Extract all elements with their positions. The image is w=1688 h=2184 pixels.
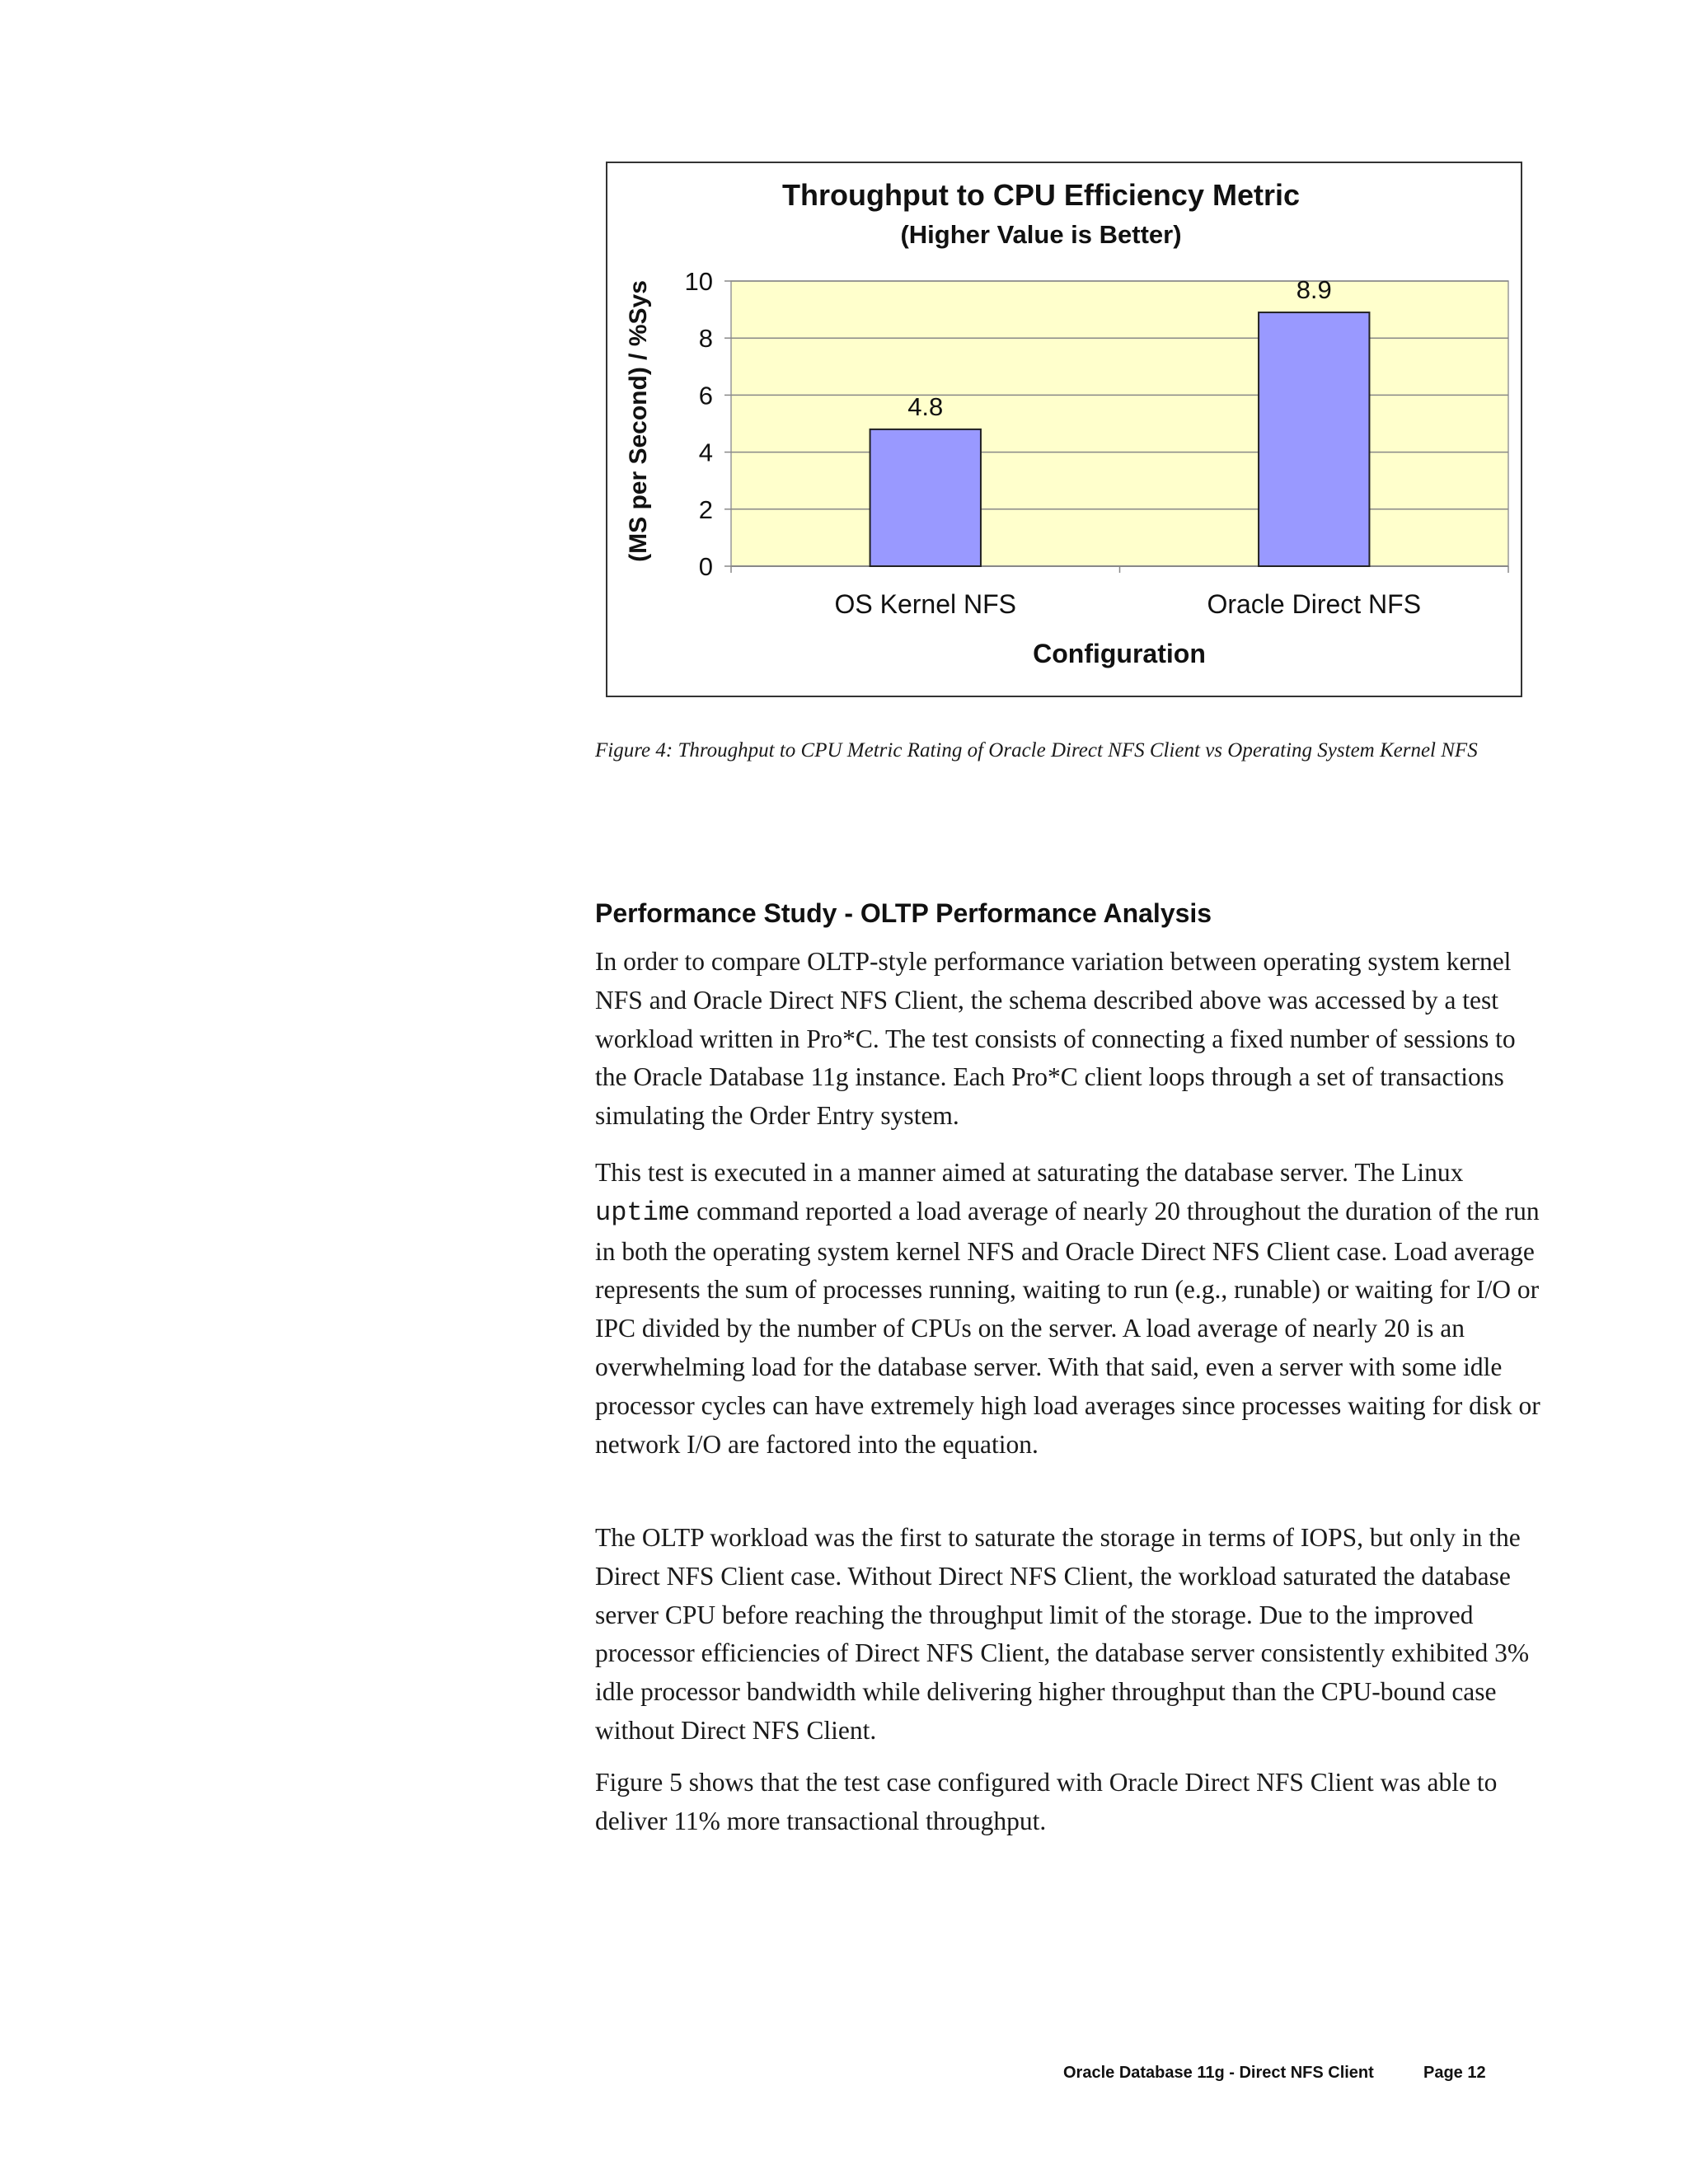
footer-page-number: Page 12 <box>1423 2064 1486 2082</box>
y-axis-label: (MS per Second) / %Sys <box>625 280 652 562</box>
uptime-command: uptime <box>595 1197 691 1228</box>
y-tick-label: 0 <box>698 552 713 581</box>
y-tick-label: 8 <box>698 324 713 354</box>
footer-doc-title: Oracle Database 11g - Direct NFS Client <box>1063 2064 1374 2082</box>
section-heading: Performance Study - OLTP Performance Analysis <box>595 898 1212 928</box>
x-category-label: OS Kernel NFS <box>834 589 1017 619</box>
plot-background <box>731 281 1508 566</box>
y-tick-label: 6 <box>698 381 713 410</box>
paragraph-text: command reported a load average of nearly 20 throughout the duration of the run in both the operating system kernel NFS and Oracle Direct NFS Client case. Load average represents the sum of processes running, waiting to run (e.g., runable) or waiting for I/O or IPC divided by the number of CPUs on the server. A load average of nearly 20 is an overwhelming load for the database server. With that said, even a server with some idle processor cycles can have extremely high load averages since processes waiting for disk or network I/O are factored into the equation. <box>595 1196 1540 1459</box>
paragraph-text: This test is executed in a manner aimed at saturating the database server. The Linux <box>595 1158 1464 1187</box>
y-tick-label: 10 <box>684 267 713 296</box>
bar-data-label: 4.8 <box>907 391 944 421</box>
figure-caption: Figure 4: Throughput to CPU Metric Rating of Oracle Direct NFS Client vs Operating System Kernel NFS <box>595 739 1478 762</box>
y-tick-label: 2 <box>698 494 713 524</box>
chart-title: Throughput to CPU Efficiency Metric <box>781 178 1301 212</box>
bar-data-label: 8.9 <box>1296 275 1332 305</box>
x-category-label: Oracle Direct NFS <box>1207 589 1422 619</box>
paragraph-load-average <box>595 1154 1543 1464</box>
chart-frame <box>606 162 1522 697</box>
x-axis-label: Configuration <box>1033 639 1206 668</box>
bar <box>1259 312 1369 566</box>
paragraph-oltp-intro: In order to compare OLTP-style performance variation between operating system kernel NFS and Oracle Direct NFS Client, the schema described above was accessed by a test workload written in Pro*C. The test consists of connecting a fixed number of sessions to the Oracle Database 11g instance. Each Pro*C client loops through a set of transactions simulating the Order Entry system. <box>595 947 1516 1131</box>
paragraph-iops-saturation: The OLTP workload was the first to saturate the storage in terms of IOPS, but only in the Direct NFS Client case. Without Direct NFS Client, the workload saturated the database server CPU before reaching the throughput limit of the storage. Due to the improved processor efficiencies of Direct NFS Client, the database server consistently exhibited 3% idle processor bandwidth while delivering higher throughput than the CPU-bound case without Direct NFS Client. <box>595 1523 1530 1745</box>
plot-area <box>685 267 1508 619</box>
throughput-cpu-chart <box>607 163 1521 696</box>
y-tick-label: 4 <box>698 438 713 467</box>
chart-subtitle: (Higher Value is Better) <box>900 220 1182 249</box>
paragraph-figure5-reference: Figure 5 shows that the test case configured with Oracle Direct NFS Client was able to deliver 11% more transactional throughput. <box>595 1768 1498 1835</box>
bar <box>870 429 981 566</box>
